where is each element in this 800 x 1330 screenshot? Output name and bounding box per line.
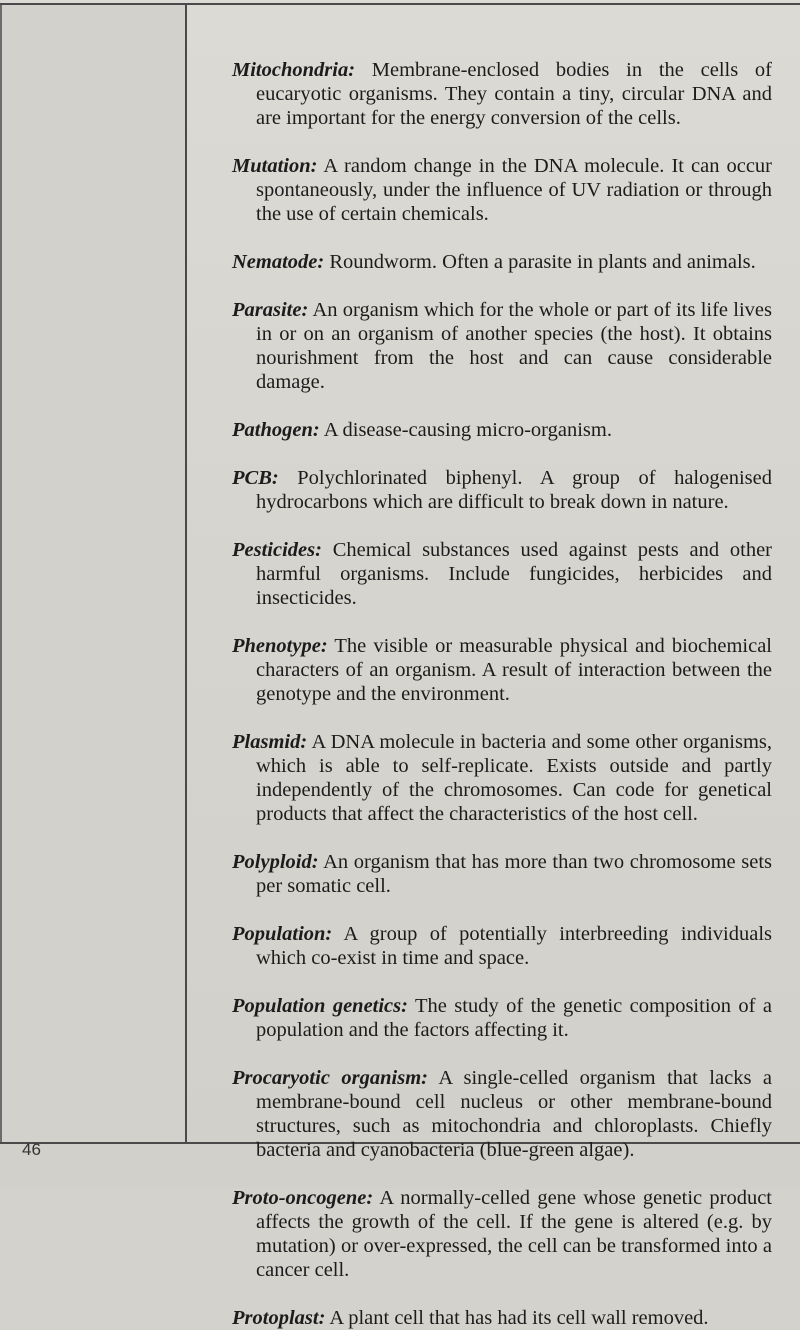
glossary-entry [232, 730, 772, 826]
glossary-term: Polyploid: [232, 851, 319, 873]
glossary-term: Pesticides: [232, 539, 322, 561]
glossary-term: Population: [232, 923, 333, 945]
glossary-definition: A single-celled organism that lacks a membrane-bound cell nucleus or other membrane-bound structures, such as mitochondria and chloroplasts. Chiefly bacteria and cyanobacteria (blue-green algae). [256, 1067, 772, 1161]
page-number: 46 [22, 1140, 41, 1159]
glossary-entry [232, 58, 772, 130]
glossary-entry [232, 634, 772, 706]
glossary-term: Pathogen: [232, 419, 320, 441]
glossary-definition: Roundworm. Often a parasite in plants and animals. [329, 251, 756, 273]
glossary-entry [232, 1306, 772, 1330]
glossary-entry [232, 850, 772, 898]
glossary-definition: A group of potentially interbreeding individuals which co-exist in time and space. [256, 923, 772, 969]
glossary-term: Mitochondria: [232, 59, 356, 81]
glossary-entry [232, 538, 772, 610]
glossary-term: Nematode: [232, 251, 325, 273]
glossary-definition: A normally-celled gene whose genetic product affects the growth of the cell. If the gene is altered (e.g. by mutation) or over-expressed, the cell can be transformed into a cancer cell. [256, 1187, 772, 1281]
glossary-entry [232, 154, 772, 226]
glossary-term: Procaryotic organism: [232, 1067, 428, 1089]
glossary-entry [232, 466, 772, 514]
glossary-definition: The study of the genetic composition of a population and the factors affecting it. [256, 995, 772, 1041]
glossary-term: Mutation: [232, 155, 318, 177]
glossary-term: PCB: [232, 467, 279, 489]
glossary-definition: An organism which for the whole or part of its life lives in or on an organism of another species (the host). It obtains nourishment from the host and can cause considerable damage. [256, 299, 772, 393]
glossary-definition: The visible or measurable physical and biochemical characters of an organism. A result of interaction between the genotype and the environment. [256, 635, 772, 705]
glossary-entry [232, 922, 772, 970]
glossary-definition: Polychlorinated biphenyl. A group of halogenised hydrocarbons which are difficult to break down in nature. [256, 467, 772, 513]
glossary-entry [232, 298, 772, 394]
glossary-entry [232, 1186, 772, 1282]
glossary-entry [232, 250, 772, 274]
glossary-definition: Chemical substances used against pests and other harmful organisms. Include fungicides, herbicides and insecticides. [256, 539, 772, 609]
glossary-term: Protoplast: [232, 1307, 326, 1329]
glossary-definition: A random change in the DNA molecule. It can occur spontaneously, under the influence of UV radiation or through the use of certain chemicals. [256, 155, 772, 225]
left-margin-column [0, 5, 187, 1143]
glossary-entries [232, 58, 772, 1330]
glossary-term: Proto-oncogene: [232, 1187, 374, 1209]
glossary-definition: A DNA molecule in bacteria and some other organisms, which is able to self-replicate. Exists outside and partly independently of the chromosomes. Can code for genetical products that affect the characteristics of the host cell. [256, 731, 773, 825]
glossary-definition: A disease-causing micro-organism. [323, 419, 612, 441]
glossary-entry [232, 418, 772, 442]
glossary-entry [232, 1066, 772, 1162]
glossary-definition: Membrane-enclosed bodies in the cells of eucaryotic organisms. They contain a tiny, circular DNA and are important for the energy conversion of the cells. [256, 59, 773, 129]
glossary-term: Plasmid: [232, 731, 308, 753]
glossary-entry [232, 994, 772, 1042]
glossary-definition: An organism that has more than two chromosome sets per somatic cell. [256, 851, 772, 897]
glossary-definition: A plant cell that has had its cell wall removed. [329, 1307, 709, 1329]
glossary-term: Parasite: [232, 299, 309, 321]
glossary-term: Population genetics: [232, 995, 408, 1017]
glossary-term: Phenotype: [232, 635, 328, 657]
